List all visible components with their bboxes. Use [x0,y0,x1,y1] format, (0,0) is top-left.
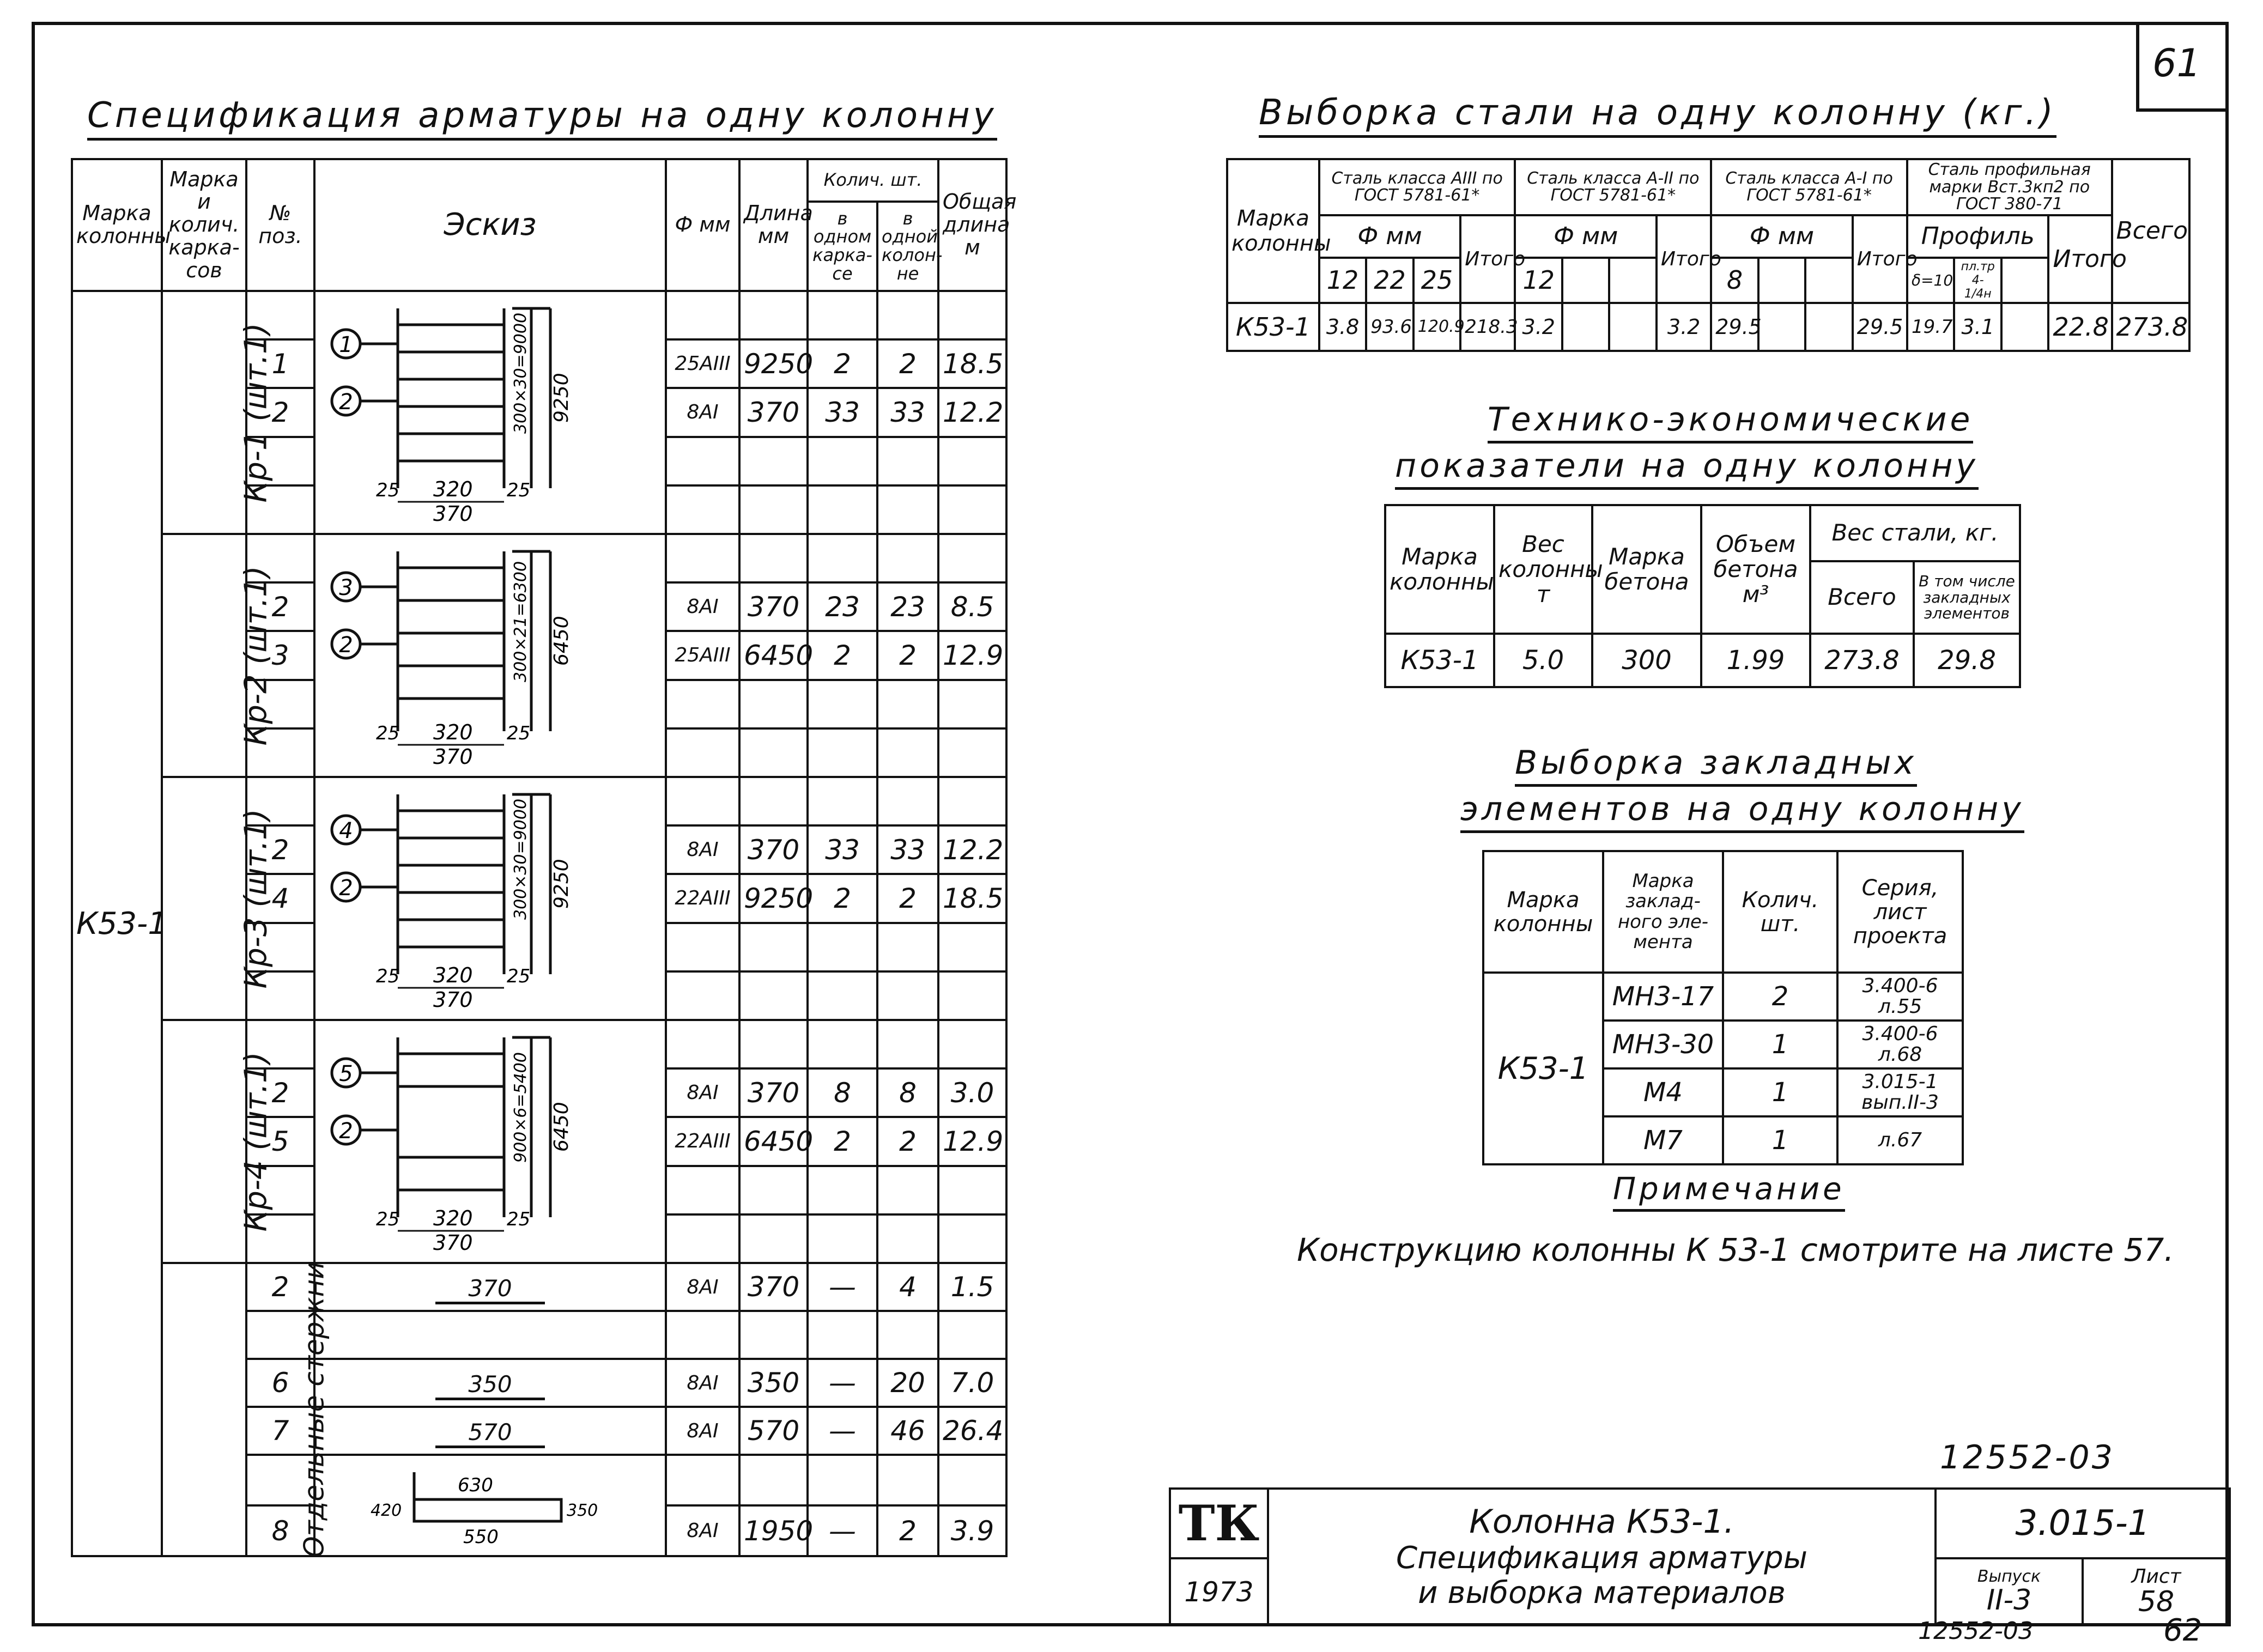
vy-a2-12: 3.2 [1515,303,1562,351]
dim-c: 25 [506,722,530,744]
hdr-marka-karkasov: Марка и колич. карка-сов [162,159,246,291]
pos: 2 [246,1068,314,1117]
pos: 2 [246,388,314,436]
dlina: 1950 [739,1505,808,1556]
group-label: Кр-1 (шт.1) [238,323,274,502]
pos: 2 [246,1263,314,1311]
stamp-list-cell [2083,1558,2230,1625]
dim-v1: 300×21=6300 [511,561,530,682]
k2: 2 [877,874,938,922]
dim-b: 320 [433,963,473,987]
callout-1: 4 [338,818,353,843]
dlina: 370 [739,825,808,874]
pos: 8 [246,1505,314,1556]
zakl-title-2: элементов на одну колонну [1460,790,2024,833]
vyborka-table [1226,158,2191,352]
pos: 5 [246,1117,314,1165]
callout-1: 5 [338,1061,353,1086]
stamp-line-3: и выборка материалов [1418,1575,1786,1611]
bent-bar-sketch [314,1455,666,1556]
group-label-cell [162,777,274,1020]
total: 12.2 [938,825,1006,874]
vy-hdr-d12b: 12 [1515,258,1562,303]
vy-a3-12: 3.8 [1319,303,1367,351]
hdr-marka-kolonny: Марка колонны [72,159,162,291]
vy-hdr-itogo: Итого [1460,215,1515,303]
dlina: 350 [739,1359,808,1407]
sheet-number-top: 61 [2152,41,2201,86]
vy-pr2: 3.1 [1954,303,2001,351]
bar-length: 570 [435,1419,544,1448]
dim-v2: 6450 [550,616,573,666]
pos: 3 [246,631,314,679]
k1: 8 [808,1068,877,1117]
tech-hdr-ves: Вес колонны т [1494,505,1592,634]
cage-drawing [316,535,665,769]
zakl-ser: л.67 [1837,1116,1963,1164]
dlina: 9250 [739,874,808,922]
diam: 8АI [666,825,739,874]
dim-v2: 9250 [550,373,573,423]
group-label: Кр-2 (шт.1) [238,566,274,745]
bent-left: 420 [370,1501,402,1520]
stamp-logo-cell [1170,1489,1268,1558]
diam: 8АI [666,1407,739,1455]
k1: — [808,1263,877,1311]
hdr-dlina: Длина мм [739,159,808,291]
zakl-el: МН3-17 [1603,973,1723,1021]
tech-vsego: 273.8 [1810,634,1914,687]
column-mark-cell [72,291,167,1556]
k1: 2 [808,631,877,679]
stamp-line-2: Спецификация арматуры [1396,1540,1808,1576]
vy-hdr-g2: Сталь класса А-II по ГОСТ 5781-61* [1515,159,1711,215]
dim-a: 25 [375,479,399,501]
cage-sketch-4 [314,1020,666,1263]
bent-bar-drawing [316,1456,665,1548]
archive-number: 12552-03 [1940,1438,2115,1477]
dim-v1: 900×6=5400 [511,1052,530,1163]
sheet-number-bottom: 62 [2163,1613,2203,1648]
dim-w: 370 [433,502,473,526]
stamp-series: 3.015-1 [1936,1489,2230,1558]
total: 3.9 [938,1505,1006,1556]
k1: — [808,1407,877,1455]
k2: 2 [877,1117,938,1165]
callout-1: 1 [338,332,353,357]
vy-hdr-itogo: Итого [1657,215,1711,303]
dim-b: 320 [433,720,473,744]
zakl-hdr-kolich: Колич. шт. [1723,851,1837,973]
bar-sketch [314,1407,666,1455]
group-label: Кр-4 (шт.1) [238,1052,274,1231]
diam: 8АI [666,1068,739,1117]
k1: 33 [808,825,877,874]
stamp-list: 58 [2138,1586,2175,1619]
callout-2: 2 [338,633,353,658]
vy-a3-25: 120.9 [1413,303,1461,351]
vy-hdr-g3: Сталь класса А-I по ГОСТ 5781-61* [1711,159,1907,215]
pos: 1 [246,339,314,388]
zakl-table [1482,850,1964,1165]
hdr-eskiz: Эскиз [314,159,666,291]
cage-sketch-3 [314,777,666,1020]
vy-a1-8: 29.5 [1711,303,1758,351]
vy-hdr-g1: Сталь класса АIII по ГОСТ 5781-61* [1319,159,1515,215]
k1: 23 [808,582,877,631]
title-block [1169,1487,2231,1626]
bar-sketch [314,1263,666,1311]
pos: 6 [246,1359,314,1407]
dim-b: 320 [433,477,473,501]
zakl-ser: 3.400-6 л.68 [1837,1021,1963,1068]
k2: 46 [877,1407,938,1455]
zakl-hdr-marka: Марка колонны [1483,851,1603,973]
zakl-hdr-seriya: Серия, лист проекта [1837,851,1963,973]
dim-c: 25 [506,479,530,501]
diam: 22АIII [666,1117,739,1165]
vy-hdr-vsego: Всего [2112,159,2190,303]
note-text: Конструкцию колонны К 53-1 смотрите на листе 57. [1297,1231,2174,1268]
stamp-line-1: Колонна К53-1. [1469,1502,1734,1541]
total: 12.9 [938,1117,1006,1165]
pos: 2 [246,825,314,874]
diam: 25АIII [666,631,739,679]
dim-c: 25 [506,1208,530,1230]
stamp-vypusk: II-3 [1986,1583,2032,1617]
k2: 8 [877,1068,938,1117]
tech-hdr-ves-stali: Вес стали, кг. [1810,505,2020,561]
tech-beton: 300 [1592,634,1701,687]
spec-title: Спецификация арматуры на одну колонну [87,95,997,141]
dlina: 6450 [739,1117,808,1165]
dim-w: 370 [433,745,473,769]
group-label: Отдельные стержни [298,1261,330,1558]
bent-right: 350 [566,1501,598,1520]
vy-pr-itogo: 22.8 [2048,303,2112,351]
diam: 25АIII [666,339,739,388]
zakl-n: 1 [1723,1021,1837,1068]
stamp-vypusk-label: Выпуск [1977,1567,2041,1587]
k1: — [808,1505,877,1556]
tech-table [1384,504,2021,688]
vy-a1-itogo: 29.5 [1853,303,1907,351]
dlina: 370 [739,388,808,436]
tech-hdr-v-tom: В том числе закладных элементов [1914,561,2020,634]
tech-title-1: Технико-экономические [1488,400,1973,444]
dim-a: 25 [375,1208,399,1230]
stamp-title-cell [1268,1489,1936,1625]
cage-sketch-1 [314,291,666,534]
vy-hdr-itogo: Итого [2048,215,2112,303]
zakl-n: 1 [1723,1068,1837,1116]
total: 12.2 [938,388,1006,436]
diam: 8АI [666,582,739,631]
tech-zakl: 29.8 [1914,634,2020,687]
k2: 2 [877,339,938,388]
total: 3.0 [938,1068,1006,1117]
group-label-cell [162,534,274,777]
vy-hdr-d22: 22 [1366,258,1413,303]
vy-hdr-itogo: Итого [1853,215,1907,303]
vy-marka: К53-1 [1227,303,1319,351]
spec-table [71,158,1017,1558]
column-mark: К53-1 [76,906,167,942]
zakl-n: 2 [1723,973,1837,1021]
dim-w: 370 [433,1231,473,1255]
dlina: 370 [739,1263,808,1311]
dlina: 6450 [739,631,808,679]
zakl-el: М4 [1603,1068,1723,1116]
group-label: Кр-3 (шт.1) [238,809,274,988]
bent-bottom: 550 [463,1526,499,1548]
callout-2: 2 [338,1119,353,1144]
total: 26.4 [938,1407,1006,1455]
dim-a: 25 [375,965,399,987]
archive-number-bottom: 12552-03 [1918,1617,2034,1645]
vy-hdr-d25: 25 [1413,258,1461,303]
k1: 33 [808,388,877,436]
group-label-cell [162,1261,330,1558]
group-label-cell [162,291,274,534]
tech-title-2: показатели на одну колонну [1395,447,1979,490]
pos: 7 [246,1407,314,1455]
diam: 8АI [666,388,739,436]
dim-v1: 300×30=9000 [511,312,530,434]
k1: 2 [808,339,877,388]
k1: — [808,1359,877,1407]
tech-hdr-marka: Марка колонны [1385,505,1494,634]
diam: 8АI [666,1505,739,1556]
vy-hdr-p1: δ=10 [1907,258,1955,303]
k1: 2 [808,874,877,922]
total: 18.5 [938,339,1006,388]
zakl-column: К53-1 [1483,973,1603,1164]
zakl-el: М7 [1603,1116,1723,1164]
cage-sketch-2 [314,534,666,777]
total: 1.5 [938,1263,1006,1311]
zakl-n: 1 [1723,1116,1837,1164]
zakl-title-1: Выборка закладных [1515,744,1917,787]
k2: 23 [877,582,938,631]
zakl-hdr-marka-el: Марка заклад-ного эле-мента [1603,851,1723,973]
vyborka-title: Выборка стали на одну колонну (кг.) [1259,93,2056,138]
hdr-v-karkase: в одном карка-се [808,202,877,291]
cage-drawing [316,1021,665,1255]
total: 18.5 [938,874,1006,922]
stamp-year: 1973 [1170,1558,1268,1625]
vy-hdr-fmm: Ф мм [1711,215,1853,258]
hdr-pos: № поз. [246,159,314,291]
zakl-ser: 3.400-6 л.55 [1837,973,1963,1021]
dim-w: 370 [433,988,473,1012]
dlina: 370 [739,1068,808,1117]
zakl-ser: 3.015-1 вып.II-3 [1837,1068,1963,1116]
vy-hdr-d8: 8 [1711,258,1758,303]
note-title: Примечание [1613,1171,1845,1212]
tech-ves: 5.0 [1494,634,1592,687]
hdr-obshaya: Общая длина м [938,159,1006,291]
callout-2: 2 [338,876,353,901]
dim-b: 320 [433,1206,473,1230]
tech-hdr-vsego: Всего [1810,561,1914,634]
dim-v2: 6450 [550,1102,573,1152]
total: 8.5 [938,582,1006,631]
pos: 2 [246,582,314,631]
vy-hdr-p2: пл.тр 4-1/4н [1954,258,2001,303]
tech-hdr-obem: Объем бетона м³ [1701,505,1810,634]
total: 7.0 [938,1359,1006,1407]
stamp-vypusk-cell [1936,1558,2083,1625]
dlina: 570 [739,1407,808,1455]
k2: 2 [877,1505,938,1556]
bent-top: 630 [457,1474,493,1496]
k2: 33 [877,388,938,436]
bar-length: 350 [435,1371,544,1400]
vy-hdr-fmm: Ф мм [1515,215,1657,258]
vy-hdr-g4: Сталь профильная марки Вст.3кп2 по ГОСТ 380-71 [1907,159,2112,215]
k2: 2 [877,631,938,679]
vy-vsego: 273.8 [2112,303,2190,351]
k1: 2 [808,1117,877,1165]
vy-a3-22: 93.6 [1366,303,1413,351]
bar-sketch [314,1359,666,1407]
vy-hdr-profil: Профиль [1907,215,2049,258]
pos: 4 [246,874,314,922]
cage-drawing [316,778,665,1012]
dim-v2: 9250 [550,859,573,909]
dim-v1: 300×30=9000 [511,798,530,920]
dlina: 9250 [739,339,808,388]
tech-marka: К53-1 [1385,634,1494,687]
dim-c: 25 [506,965,530,987]
cage-drawing [316,292,665,526]
tech-hdr-beton: Марка бетона [1592,505,1701,634]
stamp-list-label: Лист [2131,1565,2181,1588]
vy-hdr-marka: Марка колонны [1227,159,1319,303]
k2: 33 [877,825,938,874]
hdr-kolich: Колич. шт. [808,159,938,202]
zakl-el: МН3-30 [1603,1021,1723,1068]
diam: 8АI [666,1359,739,1407]
dim-a: 25 [375,722,399,744]
k2: 20 [877,1359,938,1407]
diam: 8АI [666,1263,739,1311]
vy-hdr-d12: 12 [1319,258,1367,303]
tech-obem: 1.99 [1701,634,1810,687]
hdr-diam: Ф мм [666,159,739,291]
callout-2: 2 [338,390,353,415]
total: 12.9 [938,631,1006,679]
dlina: 370 [739,582,808,631]
bar-length: 370 [435,1275,544,1304]
diam: 22АIII [666,874,739,922]
vy-a2-itogo: 3.2 [1657,303,1711,351]
k2: 4 [877,1263,938,1311]
vy-pr1: 19.7 [1907,303,1955,351]
vy-a3-itogo: 218.3 [1460,303,1515,351]
stamp-logo: ТК [1178,1495,1260,1552]
hdr-v-kolonne: в одной колон-не [877,202,938,291]
callout-1: 3 [338,575,353,600]
group-label-cell [162,1020,274,1263]
vy-hdr-fmm: Ф мм [1319,215,1461,258]
